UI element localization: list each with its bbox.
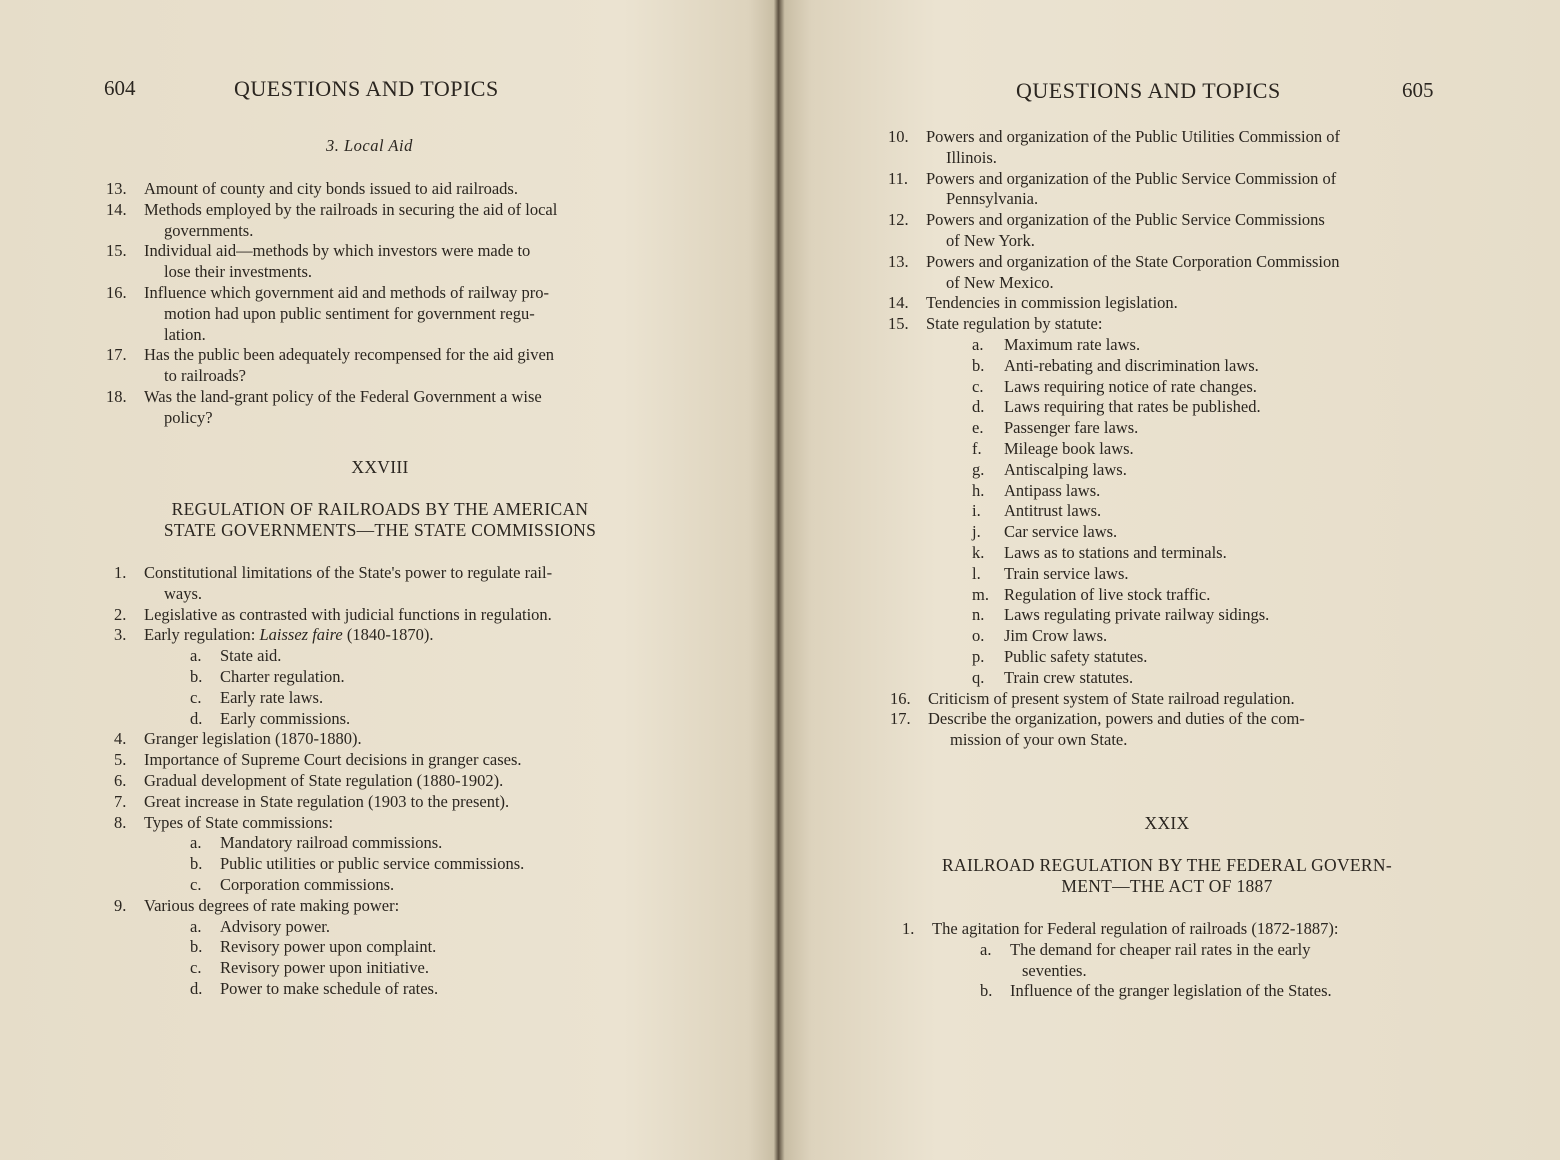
item-number: 6. — [114, 771, 127, 790]
item-text: Types of State commissions: — [144, 812, 334, 832]
item-text: Gradual development of State regulation (1880-1902). — [144, 771, 504, 790]
item-number: 3. — [114, 625, 127, 645]
item-text: Methods employed by the railroads in securing the aid of local — [144, 199, 558, 219]
item-number: 13. — [106, 179, 127, 198]
subitem-text: Train crew statutes. — [1004, 667, 1134, 687]
subitem-letter: o. — [972, 626, 985, 646]
chapter-title-line-2: STATE GOVERNMENTS—THE STATE COMMISSIONS — [163, 520, 597, 540]
item-number: 2. — [114, 604, 127, 624]
subitem-text: Laws regulating private railway sidings. — [1004, 605, 1270, 625]
page-number: 605 — [1402, 78, 1434, 102]
item-text-continued: of New Mexico. — [946, 272, 1054, 292]
subitem-text: Public safety statutes. — [1004, 647, 1148, 666]
subitem-text: Maximum rate laws. — [1004, 335, 1141, 354]
item-text — [144, 624, 433, 645]
item-number: 1. — [114, 563, 127, 582]
item-text: Was the land-grant policy of the Federal Government a wise — [144, 387, 542, 406]
running-head: QUESTIONS AND TOPICS — [1016, 78, 1281, 103]
item-text: State regulation by statute: — [926, 314, 1103, 334]
item-number: 16. — [106, 283, 127, 302]
subitem-text: Mandatory railroad commissions. — [220, 833, 443, 853]
subitem-text-continued: seventies. — [1022, 960, 1087, 980]
item-text: Various degrees of rate making power: — [144, 895, 400, 915]
subitem-letter: i. — [972, 501, 981, 521]
subitem-letter: n. — [972, 605, 985, 625]
chapter-title-line-2: MENT—THE ACT OF 1887 — [1061, 876, 1273, 896]
subitem-letter: f. — [972, 439, 982, 458]
item-number: 8. — [114, 812, 127, 832]
subitem-letter: b. — [190, 667, 203, 686]
item-text: Criticism of present system of State railroad regulation. — [928, 688, 1295, 708]
item-number: 15. — [106, 241, 127, 261]
item-number: 14. — [106, 199, 127, 219]
subitem-text: Train service laws. — [1004, 563, 1129, 583]
subitem-text: Corporation commissions. — [220, 875, 395, 894]
subitem-letter: d. — [972, 397, 985, 417]
subitem-text: Early rate laws. — [220, 687, 324, 707]
subitem-letter: g. — [972, 459, 985, 479]
subitem-text: Antipass laws. — [1004, 480, 1101, 500]
item-number: 17. — [106, 345, 127, 365]
subitem-letter: a. — [980, 939, 992, 959]
subitem-text: Mileage book laws. — [1004, 439, 1134, 458]
item-number: 4. — [114, 729, 127, 749]
subitem-text: Early commissions. — [220, 708, 351, 728]
subitem-text: Revisory power upon initiative. — [220, 958, 429, 978]
subitem-letter: m. — [972, 584, 989, 604]
item-number: 5. — [114, 750, 127, 770]
subitem-text: Public utilities or public service commissions. — [220, 854, 525, 874]
item-number: 15. — [888, 314, 909, 334]
subitem-text: Laws requiring that rates be published. — [1004, 397, 1261, 417]
subitem-text: State aid. — [220, 646, 282, 666]
item-text-continued: lose their investments. — [164, 262, 313, 282]
subitem-text: Revisory power upon complaint. — [220, 937, 437, 957]
subitem-text: Influence of the granger legislation of the States. — [1010, 981, 1332, 1001]
item-text: Tendencies in commission legislation. — [926, 293, 1178, 313]
item-number: 18. — [106, 387, 127, 406]
subitem-letter: a. — [190, 646, 202, 666]
item-text-continued: of New York. — [946, 231, 1035, 250]
item-number: 12. — [888, 210, 909, 230]
item-text-continued: mission of your own State. — [950, 730, 1128, 750]
subitem-text: Jim Crow laws. — [1004, 626, 1108, 646]
item-number: 14. — [888, 293, 909, 313]
subitem-letter: p. — [972, 647, 985, 666]
item-number: 17. — [890, 709, 911, 729]
subitem-letter: b. — [190, 854, 203, 874]
item-number: 1. — [902, 919, 915, 938]
subitem-text: Laws as to stations and terminals. — [1004, 543, 1227, 562]
chapter-title-line-1: RAILROAD REGULATION BY THE FEDERAL GOVERN- — [942, 855, 1392, 875]
item-text: Powers and organization of the Public Service Commission of — [926, 168, 1337, 188]
item-number: 10. — [888, 127, 909, 146]
subitem-letter: a. — [190, 833, 202, 853]
chapter-numeral: XXIX — [1144, 813, 1190, 833]
subitem-text: Power to make schedule of rates. — [220, 979, 439, 998]
subitem-text: Advisory power. — [220, 916, 330, 936]
left-page — [0, 0, 778, 1160]
item-text: Importance of Supreme Court decisions in granger cases. — [144, 750, 522, 770]
subitem-text: Car service laws. — [1004, 522, 1118, 542]
subitem-letter: a. — [190, 916, 202, 936]
item-text-continued: ways. — [164, 583, 203, 603]
subitem-letter: b. — [972, 355, 985, 375]
section-subhead: 3. Local Aid — [326, 136, 413, 155]
subitem-letter: d. — [190, 979, 203, 998]
subitem-text: Antiscalping laws. — [1004, 459, 1127, 479]
item-number: 7. — [114, 791, 127, 811]
item-text: The agitation for Federal regulation of railroads (1872-1887): — [932, 919, 1339, 938]
item-text: Constitutional limitations of the State's power to regulate rail- — [144, 563, 553, 582]
subitem-text: Charter regulation. — [220, 667, 345, 686]
item-text: Great increase in State regulation (1903 to the present). — [144, 791, 510, 811]
item-number: 11. — [888, 168, 909, 188]
subitem-text: Regulation of live stock traffic. — [1004, 584, 1211, 604]
subitem-letter: b. — [980, 981, 993, 1001]
subitem-letter: j. — [972, 522, 981, 542]
subitem-text: Laws requiring notice of rate changes. — [1004, 376, 1257, 396]
subitem-letter: a. — [972, 335, 984, 354]
subitem-text: Anti-rebating and discrimination laws. — [1004, 355, 1259, 375]
item-text-continued: Illinois. — [946, 147, 997, 167]
item-text-continued: motion had upon public sentiment for government regu- — [164, 303, 535, 323]
item-text-continued: to railroads? — [164, 366, 247, 386]
subitem-letter: c. — [972, 376, 984, 396]
item-text-continued: lation. — [164, 324, 206, 344]
item-text: Legislative as contrasted with judicial functions in regulation. — [144, 604, 552, 624]
item-text: Powers and organization of the State Corporation Commission — [926, 251, 1340, 271]
subitem-letter: b. — [190, 937, 203, 957]
item-text: Has the public been adequately recompensed for the aid given — [144, 345, 555, 365]
chapter-numeral: XXVIII — [351, 457, 409, 477]
subitem-letter: h. — [972, 480, 985, 500]
subitem-text: Passenger fare laws. — [1004, 418, 1139, 438]
subitem-letter: d. — [190, 708, 203, 728]
subitem-letter: k. — [972, 543, 985, 562]
subitem-text: The demand for cheaper rail rates in the early — [1010, 939, 1311, 959]
item-text-continued: Pennsylvania. — [946, 189, 1039, 209]
subitem-letter: c. — [190, 958, 202, 978]
item-text-continued: policy? — [164, 407, 213, 427]
running-head: QUESTIONS AND TOPICS — [234, 76, 499, 101]
item-text: Granger legislation (1870-1880). — [144, 729, 362, 749]
item-number: 16. — [890, 688, 911, 708]
item-text: Amount of county and city bonds issued to aid railroads. — [144, 179, 518, 198]
right-page — [782, 0, 1560, 1160]
subitem-letter: c. — [190, 687, 202, 707]
item-text-continued: governments. — [164, 220, 254, 240]
item-text-prefix: Early regulation: — [144, 625, 260, 645]
item-number: 9. — [114, 895, 127, 915]
item-text-italic: Laissez faire — [259, 625, 343, 645]
subitem-letter: c. — [190, 875, 202, 894]
item-text-suffix: (1840-1870). — [342, 625, 434, 645]
page-number: 604 — [104, 76, 136, 100]
item-text: Powers and organization of the Public Service Commissions — [926, 210, 1325, 230]
subitem-letter: l. — [972, 563, 981, 583]
item-number: 13. — [888, 251, 909, 271]
item-text: Influence which government aid and methods of railway pro- — [144, 283, 550, 302]
item-text: Powers and organization of the Public Utilities Commission of — [926, 127, 1340, 146]
chapter-title-line-1: REGULATION OF RAILROADS BY THE AMERICAN — [171, 499, 589, 519]
subitem-text: Antitrust laws. — [1004, 501, 1102, 521]
subitem-letter: e. — [972, 418, 984, 438]
item-text: Describe the organization, powers and duties of the com- — [928, 709, 1305, 729]
subitem-letter: q. — [972, 667, 985, 687]
item-text: Individual aid—methods by which investors were made to — [144, 241, 531, 261]
